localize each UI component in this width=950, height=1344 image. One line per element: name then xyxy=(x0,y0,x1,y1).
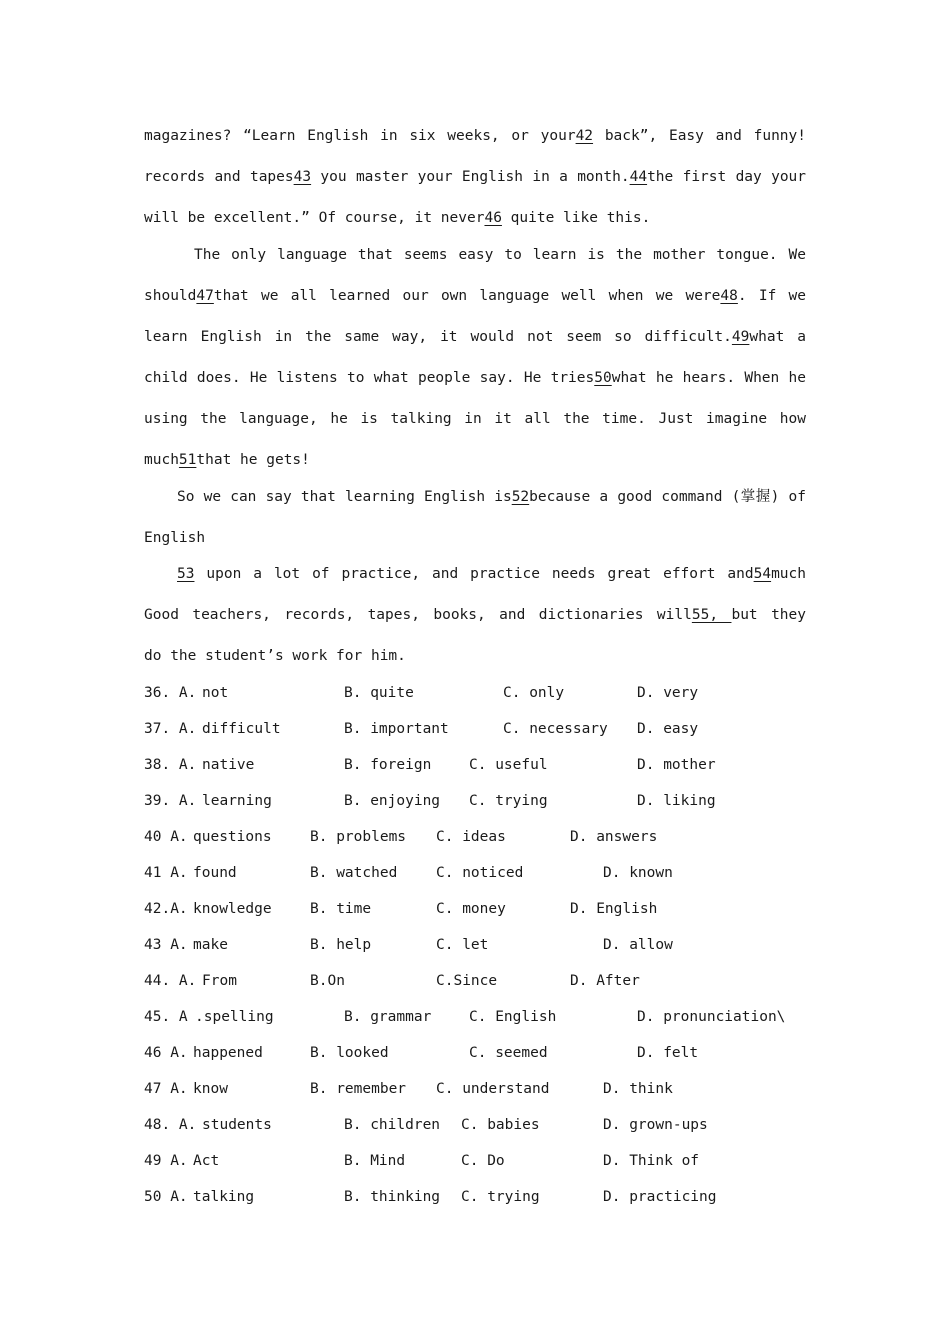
option-b: B. quite xyxy=(344,685,414,701)
option-b: B. foreign xyxy=(344,757,432,773)
question-row-48 xyxy=(144,1107,844,1143)
option-b: B. grammar xyxy=(344,1009,432,1025)
option-a: difficult xyxy=(202,721,281,737)
option-d: D. pronunciation\ xyxy=(637,1009,786,1025)
text-run: quite like this. xyxy=(501,210,651,226)
blank-52: 52 xyxy=(511,489,530,505)
option-c: C. ideas xyxy=(436,829,506,845)
option-d: D. English xyxy=(570,901,658,917)
question-row-44 xyxy=(144,963,844,999)
question-row-46 xyxy=(144,1035,844,1071)
option-c: C. necessary xyxy=(503,721,608,737)
question-row-42 xyxy=(144,891,844,927)
blank-54: 54 xyxy=(753,566,772,582)
paragraph-3-line-2 xyxy=(144,518,806,559)
blank-44: 44 xyxy=(629,169,648,185)
paragraph-2-line-2 xyxy=(144,276,806,317)
option-d: D. practicing xyxy=(603,1189,717,1205)
text-run: Good teachers, records, tapes, books, and dictionaries will xyxy=(144,607,692,623)
text-run: will be excellent.” Of course, it never xyxy=(144,210,485,226)
option-d: D. easy xyxy=(637,721,699,737)
text-run: . If we xyxy=(737,288,806,304)
blank-42: 42 xyxy=(575,128,594,144)
option-a: knowledge xyxy=(193,901,272,917)
option-d: D. After xyxy=(570,973,640,989)
blank-50: 50 xyxy=(594,370,612,386)
question-row-43 xyxy=(144,927,844,963)
question-number: 40 A. xyxy=(144,829,188,845)
paragraph-3 xyxy=(144,477,806,559)
question-row-47 xyxy=(144,1071,844,1107)
question-row-45 xyxy=(144,999,844,1035)
question-number: 36. A. xyxy=(144,685,197,701)
option-b: B. help xyxy=(310,937,372,953)
paragraph-1-line-1 xyxy=(144,116,806,157)
paragraph-4 xyxy=(144,554,806,677)
question-row-37 xyxy=(144,711,844,747)
text-run: learn English in the same way, it would not seem so difficult. xyxy=(144,329,732,345)
option-b: B. enjoying xyxy=(344,793,441,809)
text-run: records and tapes xyxy=(144,169,294,185)
blank-53: 53 xyxy=(177,566,195,582)
question-number: 44. A. xyxy=(144,973,197,989)
option-d: D. think xyxy=(603,1081,673,1097)
option-b: B. important xyxy=(344,721,449,737)
option-c: C. only xyxy=(503,685,565,701)
question-number: 39. A. xyxy=(144,793,197,809)
option-a: .spelling xyxy=(195,1009,274,1025)
text-run: should xyxy=(144,288,197,304)
question-row-49 xyxy=(144,1143,844,1179)
option-d: D. very xyxy=(637,685,699,701)
option-d: D. answers xyxy=(570,829,658,845)
question-number: 37. A. xyxy=(144,721,197,737)
text-run: because a good command (掌握) of xyxy=(529,489,806,505)
blank-49: 49 xyxy=(731,329,750,345)
question-row-41 xyxy=(144,855,844,891)
paragraph-4-line-2 xyxy=(144,595,806,636)
question-number: 46 A. xyxy=(144,1045,188,1061)
option-a: happened xyxy=(193,1045,263,1061)
option-a: questions xyxy=(193,829,272,845)
blank-51: 51 xyxy=(178,452,197,468)
option-c: C. trying xyxy=(461,1189,540,1205)
option-b: B. remember xyxy=(310,1081,407,1097)
option-a: found xyxy=(193,865,237,881)
paragraph-4-line-1 xyxy=(144,554,806,595)
option-a: native xyxy=(202,757,255,773)
option-d: D. Think of xyxy=(603,1153,700,1169)
option-c: C. babies xyxy=(461,1117,540,1133)
option-a: learning xyxy=(202,793,272,809)
paragraph-2-line-6 xyxy=(144,440,806,481)
option-a: not xyxy=(202,685,229,701)
option-d: D. grown-ups xyxy=(603,1117,708,1133)
text-run: what a xyxy=(749,329,806,345)
text-run: magazines? “Learn English in six weeks, or your xyxy=(144,128,576,144)
question-row-39 xyxy=(144,783,844,819)
paragraph-1-line-3 xyxy=(144,198,806,239)
question-row-36 xyxy=(144,675,844,711)
paragraph-2-line-1 xyxy=(144,235,806,276)
paragraph-3-line-1 xyxy=(144,477,806,518)
blank-48: 48 xyxy=(720,288,738,304)
text-run: back”, Easy and funny! xyxy=(604,128,806,144)
option-b: B. time xyxy=(310,901,372,917)
option-a: know xyxy=(193,1081,228,1097)
option-b: B. problems xyxy=(310,829,407,845)
question-number: 49 A. xyxy=(144,1153,188,1169)
blank-46: 46 xyxy=(484,210,502,226)
question-number: 42.A. xyxy=(144,901,188,917)
question-number: 45. A xyxy=(144,1009,188,1025)
text-run: that he gets! xyxy=(196,452,310,468)
option-a: Act xyxy=(193,1153,220,1169)
paragraph-2-line-5 xyxy=(144,399,806,440)
text-run: the first day your xyxy=(647,169,806,185)
option-b: B. looked xyxy=(310,1045,389,1061)
paragraph-2 xyxy=(144,235,806,481)
option-c: C. Do xyxy=(461,1153,505,1169)
question-number: 41 A. xyxy=(144,865,188,881)
option-b: B.On xyxy=(310,973,345,989)
option-d: D. known xyxy=(603,865,673,881)
question-row-40 xyxy=(144,819,844,855)
paragraph-2-line-4 xyxy=(144,358,806,399)
text-run: child does. He listens to what people say. He tries xyxy=(144,370,595,386)
text-run: upon a lot of practice, and practice needs great effort and xyxy=(194,566,754,582)
text-run: So we can say that learning English is xyxy=(177,489,512,505)
option-a: From xyxy=(202,973,237,989)
blank-47: 47 xyxy=(196,288,214,304)
text-run: what he hears. When he xyxy=(611,370,806,386)
blank-55: 55, xyxy=(691,607,732,623)
option-d: D. mother xyxy=(637,757,716,773)
text-run: you master your English in a month. xyxy=(311,169,630,185)
option-a: talking xyxy=(193,1189,255,1205)
text-run: The only language that seems easy to learn is the mother tongue. We xyxy=(194,247,806,263)
option-d: D. felt xyxy=(637,1045,699,1061)
paragraph-1 xyxy=(144,116,806,239)
option-c: C. seemed xyxy=(469,1045,548,1061)
question-number: 48. A. xyxy=(144,1117,197,1133)
option-b: B. watched xyxy=(310,865,398,881)
option-c: C. useful xyxy=(469,757,548,773)
option-c: C. understand xyxy=(436,1081,550,1097)
question-row-38 xyxy=(144,747,844,783)
text-run: much xyxy=(771,566,806,582)
text-run: much xyxy=(144,452,179,468)
text-run: using the language, he is talking in it all the time. Just imagine how xyxy=(144,411,806,427)
paragraph-2-line-3 xyxy=(144,317,806,358)
option-c: C. money xyxy=(436,901,506,917)
option-d: D. liking xyxy=(637,793,716,809)
text-run: but they xyxy=(731,607,806,623)
question-number: 50 A. xyxy=(144,1189,188,1205)
paragraph-4-line-3 xyxy=(144,636,806,677)
question-number: 38. A. xyxy=(144,757,197,773)
question-row-50 xyxy=(144,1179,844,1215)
question-number: 47 A. xyxy=(144,1081,188,1097)
option-c: C. let xyxy=(436,937,489,953)
option-a: make xyxy=(193,937,228,953)
text-run: English xyxy=(144,530,206,546)
question-options xyxy=(144,675,844,1215)
option-b: B. Mind xyxy=(344,1153,406,1169)
option-c: C. trying xyxy=(469,793,548,809)
question-number: 43 A. xyxy=(144,937,188,953)
text-run: that we all learned our own language well when we were xyxy=(213,288,721,304)
option-b: B. thinking xyxy=(344,1189,441,1205)
option-c: C. noticed xyxy=(436,865,524,881)
paragraph-1-line-2 xyxy=(144,157,806,198)
option-c: C.Since xyxy=(436,973,498,989)
option-c: C. English xyxy=(469,1009,557,1025)
option-a: students xyxy=(202,1117,272,1133)
text-run: do the student’s work for him. xyxy=(144,648,406,664)
option-d: D. allow xyxy=(603,937,673,953)
option-b: B. children xyxy=(344,1117,441,1133)
blank-43: 43 xyxy=(293,169,312,185)
